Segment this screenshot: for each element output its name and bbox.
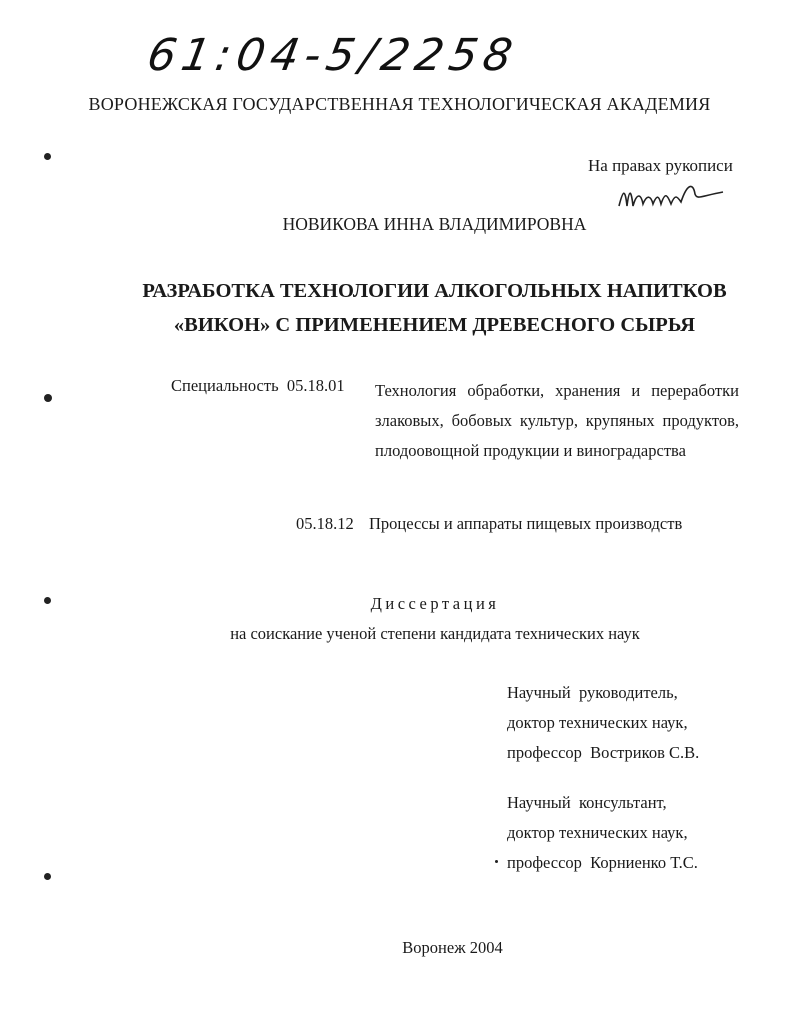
- author-name: НОВИКОВА ИННА ВЛАДИМИРОВНА: [282, 214, 587, 234]
- scan-dot: [44, 153, 51, 160]
- supervisor-block: [507, 678, 699, 768]
- scan-dot: [495, 860, 498, 863]
- dissertation-title: [0, 274, 799, 342]
- city-year: Воронеж 2004: [402, 938, 503, 957]
- supervisor-name: профессор Востриков С.В.: [507, 743, 700, 762]
- institution-name: ВОРОНЕЖСКАЯ ГОСУДАРСТВЕННАЯ ТЕХНОЛОГИЧЕСКАЯ АКАДЕМИЯ: [88, 94, 711, 114]
- dissertation-subtitle: на соискание ученой степени кандидата технических наук: [230, 624, 640, 643]
- consultant-name: профессор Корниенко Т.С.: [507, 853, 698, 872]
- consultant-degree: доктор технических наук,: [507, 823, 688, 842]
- scan-dot: [44, 597, 51, 604]
- scan-dot: [44, 873, 51, 880]
- archive-code-handwritten: 61:04-5/2258: [143, 30, 522, 81]
- specialty-text: Технология обработки, хранения и переработки злаковых, бобовых культур, крупяных продуктов, плодоовощной продукции и виноградарства: [375, 381, 739, 460]
- scan-dot: [44, 394, 52, 402]
- supervisor-degree: доктор технических наук,: [507, 713, 688, 732]
- supervisor-role: Научный руководитель,: [507, 683, 678, 702]
- title-line: РАЗРАБОТКА ТЕХНОЛОГИИ АЛКОГОЛЬНЫХ НАПИТКОВ: [142, 280, 727, 302]
- specialty-label: Специальность 05.18.01: [171, 376, 345, 395]
- specialty-code-2: 05.18.12: [296, 514, 354, 533]
- title-line: «ВИКОН» С ПРИМЕНЕНИЕМ ДРЕВЕСНОГО СЫРЬЯ: [173, 314, 696, 336]
- dissertation-label: Диссертация: [370, 594, 500, 613]
- consultant-role: Научный консультант,: [507, 793, 667, 812]
- specialty-text-2: Процессы и аппараты пищевых производств: [369, 514, 683, 533]
- manuscript-rights-note: На правах рукописи: [588, 156, 733, 175]
- consultant-block: [507, 788, 698, 878]
